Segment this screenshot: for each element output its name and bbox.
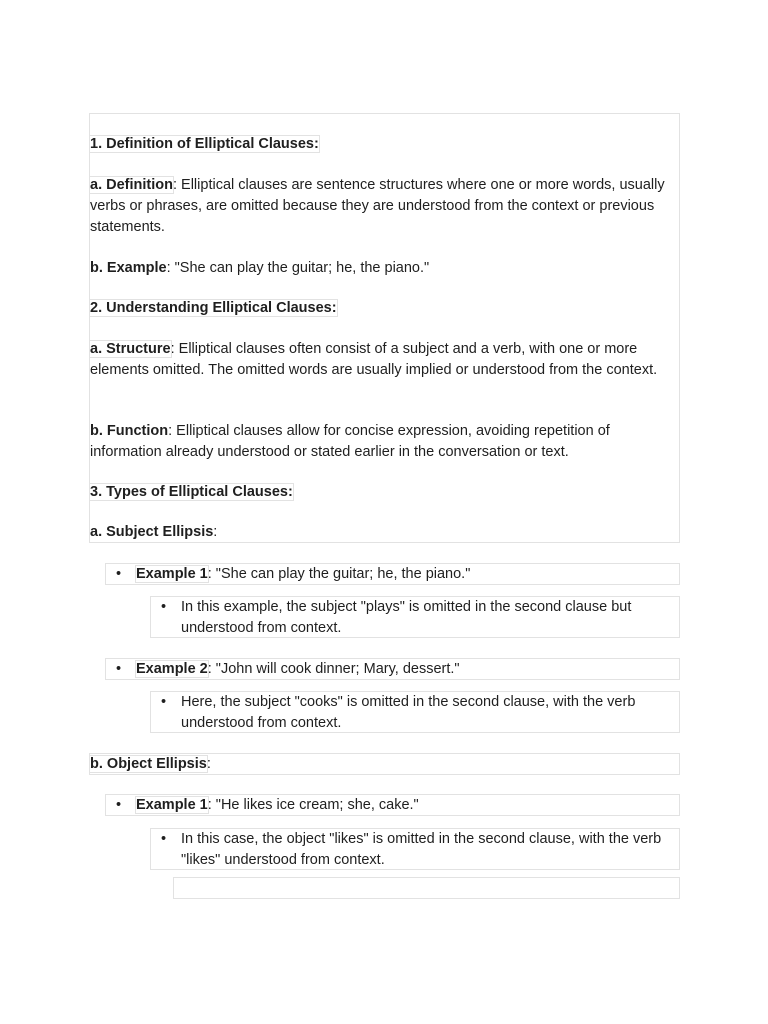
paragraph-definition xyxy=(90,175,675,238)
heading-definition xyxy=(90,134,675,155)
example-text: : "She can play the guitar; he, the piano." xyxy=(166,260,430,276)
structure-label: a. Structure xyxy=(90,341,171,357)
note-text: In this case, the object "likes" is omitted in the second clause, with the verb "likes" understood from context. xyxy=(181,831,662,868)
heading-text: 2. Understanding Elliptical Clauses: xyxy=(90,300,337,316)
object-ellipsis-label: b. Object Ellipsis xyxy=(90,756,207,772)
bullet: • xyxy=(161,831,167,847)
function-text: : Elliptical clauses allow for concise expression, avoiding repetition of information already understood or stated earlier in the conversation or text. xyxy=(90,423,610,460)
heading-text: 1. Definition of Elliptical Clauses: xyxy=(90,136,319,152)
bullet: • xyxy=(116,566,122,582)
heading-types xyxy=(90,482,675,503)
colon: : xyxy=(213,524,218,540)
heading-text: 3. Types of Elliptical Clauses: xyxy=(90,484,293,500)
colon: : xyxy=(206,756,211,772)
paragraph-function xyxy=(90,421,675,463)
bullet: • xyxy=(116,661,122,677)
function-label: b. Function xyxy=(90,423,169,439)
empty-list-item xyxy=(173,877,680,899)
list-item xyxy=(105,658,680,680)
paragraph-structure xyxy=(90,339,675,381)
heading-understanding xyxy=(90,298,675,319)
structure-text: : Elliptical clauses often consist of a subject and a verb, with one or more elements omitted. The omitted words are usually implied or understood from the context. xyxy=(90,341,658,378)
example-text: : "He likes ice cream; she, cake." xyxy=(207,797,419,813)
list-item xyxy=(105,794,680,816)
example-label: b. Example xyxy=(90,260,167,276)
example-label: Example 1 xyxy=(136,797,208,813)
bullet: • xyxy=(161,694,167,710)
list-item-nested xyxy=(150,828,680,870)
bullet: • xyxy=(116,797,122,813)
bullet: • xyxy=(161,599,167,615)
note-text: Here, the subject "cooks" is omitted in the second clause, with the verb understood from context. xyxy=(181,694,636,731)
example-label: Example 2 xyxy=(136,661,208,677)
list-item-nested xyxy=(150,596,680,638)
paragraph-example xyxy=(90,258,675,279)
subheading-subject-ellipsis xyxy=(90,522,675,543)
definition-label: a. Definition xyxy=(90,177,173,193)
subheading-object-ellipsis xyxy=(89,753,680,775)
example-label: Example 1 xyxy=(136,566,208,582)
list-item xyxy=(105,563,680,585)
subject-ellipsis-label: a. Subject Ellipsis xyxy=(90,524,214,540)
list-item-nested xyxy=(150,691,680,733)
example-text: : "John will cook dinner; Mary, dessert." xyxy=(207,661,460,677)
definition-text: : Elliptical clauses are sentence structures where one or more words, usually verbs or phrases, are omitted because they are understood from the context or previous statements. xyxy=(90,177,665,235)
example-text: : "She can play the guitar; he, the piano." xyxy=(207,566,471,582)
note-text: In this example, the subject "plays" is omitted in the second clause but understood from context. xyxy=(181,599,632,636)
